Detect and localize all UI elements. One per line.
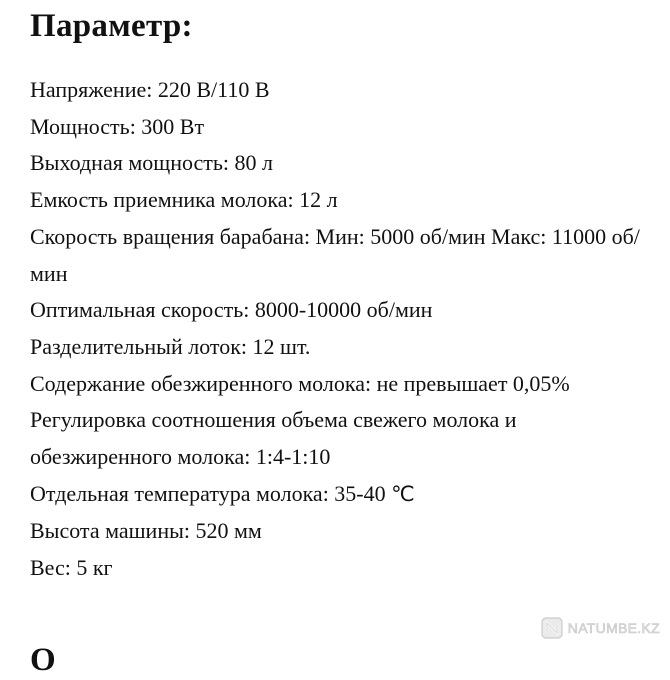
spec-skim-fat-content: Содержание обезжиренного молока: не превышает 0,05%	[30, 370, 570, 396]
spec-drum-speed: Скорость вращения барабана: Мин: 5000 об/мин Макс: 11000 об/мин	[30, 223, 640, 286]
spec-ratio-adjustment: Регулировка соотношения объема свежего молока и обезжиренного молока: 1:4-1:10	[30, 407, 517, 470]
spec-temperature-label: Отдельная температура молока: 35-40	[30, 480, 392, 506]
next-section-heading-partial: О	[30, 642, 56, 678]
watermark	[541, 617, 660, 639]
spec-voltage: Напряжение: 220 В/110 В	[30, 77, 270, 102]
spec-weight: Вес: 5 кг	[30, 555, 113, 581]
spec-temperature-unit: ℃	[391, 482, 415, 506]
spec-machine-height: Высота машины: 520 мм	[30, 518, 262, 544]
spec-output: Выходная мощность: 80 л	[30, 150, 274, 176]
spec-milk-temperature	[30, 476, 650, 514]
watermark-text: NATUMBE.KZ	[567, 620, 660, 636]
page-title: Параметр:	[30, 8, 193, 44]
spec-separator-tray: Разделительный лоток: 12 шт.	[30, 333, 311, 359]
spec-list	[30, 72, 650, 587]
watermark-logo-icon	[541, 617, 563, 639]
spec-power: Мощность: 300 Вт	[30, 113, 205, 139]
spec-optimal-speed: Оптимальная скорость: 8000-10000 об/мин	[30, 297, 433, 323]
spec-receiver-capacity: Емкость приемника молока: 12 л	[30, 187, 338, 213]
